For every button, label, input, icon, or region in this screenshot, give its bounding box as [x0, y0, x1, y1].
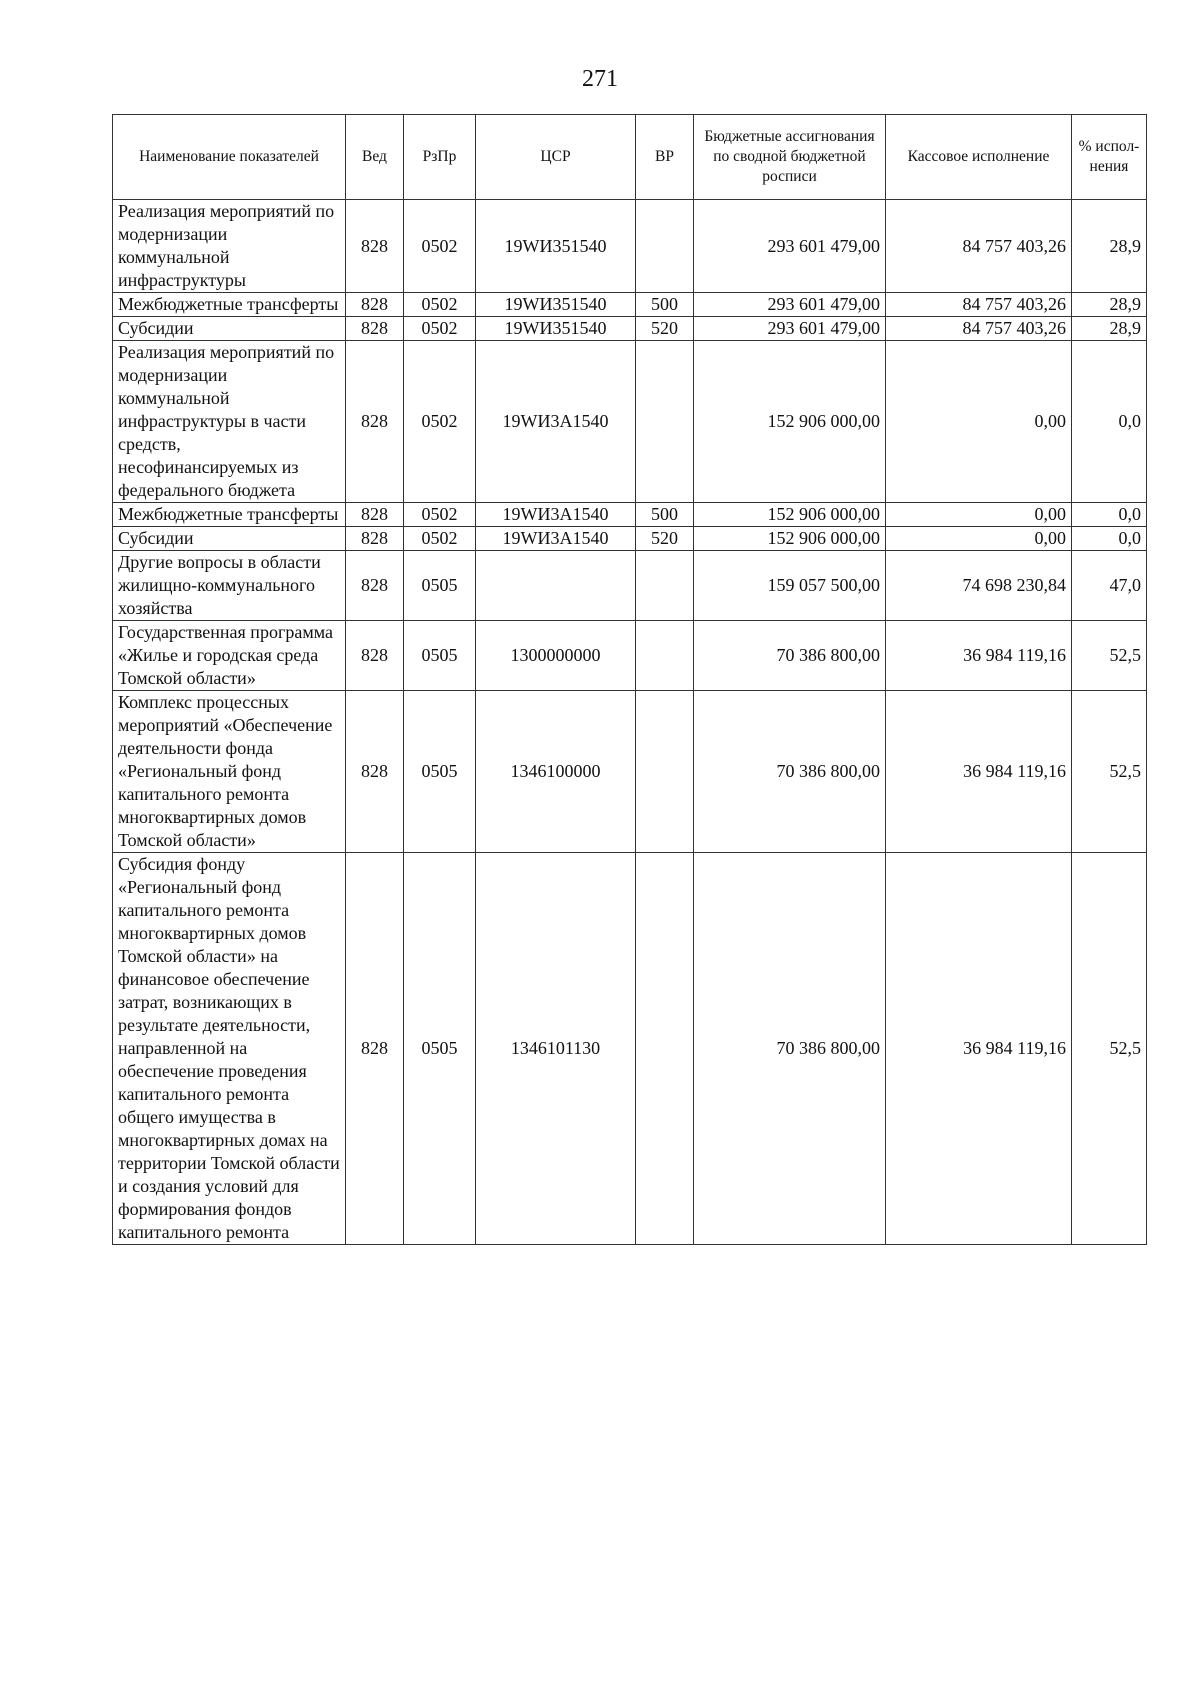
header-budget: Бюджетные ассигнования по сводной бюджетной росписи: [694, 115, 886, 200]
row-vr: 500: [636, 293, 694, 317]
header-ved: Вед: [346, 115, 404, 200]
row-rzpr: 0502: [404, 503, 476, 527]
row-percent: 52,5: [1072, 853, 1147, 1245]
row-budget: 70 386 800,00: [694, 691, 886, 853]
row-name: Реализация мероприятий по модернизации коммунальной инфраструктуры в части средств, несофинансируемых из федерального бюджета: [113, 341, 346, 503]
header-csr: ЦСР: [476, 115, 636, 200]
row-vr: [636, 200, 694, 293]
row-percent: 47,0: [1072, 551, 1147, 621]
row-csr: 19WИ351540: [476, 317, 636, 341]
row-rzpr: 0502: [404, 317, 476, 341]
header-percent: % испол-нения: [1072, 115, 1147, 200]
row-name: Субсидия фонду «Региональный фонд капитального ремонта многоквартирных домов Томской области» на финансовое обеспечение затрат, возникающих в результате деятельности, направленной на обеспечение проведения капитального ремонта общего имущества в многоквартирных домах на территории Томской области и создания условий для формирования фондов капитального ремонта: [113, 853, 346, 1245]
row-cash: 36 984 119,16: [886, 853, 1072, 1245]
row-cash: 74 698 230,84: [886, 551, 1072, 621]
row-ved: 828: [346, 691, 404, 853]
row-budget: 70 386 800,00: [694, 621, 886, 691]
row-vr: [636, 341, 694, 503]
row-name: Субсидии: [113, 317, 346, 341]
row-ved: 828: [346, 200, 404, 293]
row-percent: 52,5: [1072, 691, 1147, 853]
row-rzpr: 0505: [404, 551, 476, 621]
table-row: [113, 503, 1147, 527]
row-csr: 1346100000: [476, 691, 636, 853]
row-budget: 293 601 479,00: [694, 200, 886, 293]
row-percent: 28,9: [1072, 293, 1147, 317]
row-percent: 28,9: [1072, 317, 1147, 341]
row-csr: 19WИ3А1540: [476, 341, 636, 503]
row-ved: 828: [346, 293, 404, 317]
row-name: Комплекс процессных мероприятий «Обеспечение деятельности фонда «Региональный фонд капитального ремонта многоквартирных домов Томской области»: [113, 691, 346, 853]
row-rzpr: 0505: [404, 853, 476, 1245]
row-vr: 520: [636, 317, 694, 341]
row-name: Другие вопросы в области жилищно-коммунального хозяйства: [113, 551, 346, 621]
row-ved: 828: [346, 621, 404, 691]
row-rzpr: 0502: [404, 200, 476, 293]
table-row: [113, 691, 1147, 853]
table-row: [113, 621, 1147, 691]
row-budget: 293 601 479,00: [694, 293, 886, 317]
table-row: [113, 341, 1147, 503]
row-csr: 1346101130: [476, 853, 636, 1245]
row-budget: 152 906 000,00: [694, 341, 886, 503]
row-rzpr: 0502: [404, 527, 476, 551]
header-rzpr: РзПр: [404, 115, 476, 200]
row-budget: 293 601 479,00: [694, 317, 886, 341]
row-vr: [636, 551, 694, 621]
row-percent: 0,0: [1072, 341, 1147, 503]
table-row: [113, 200, 1147, 293]
budget-execution-table: [112, 114, 1147, 1245]
header-cash: Кассовое исполнение: [886, 115, 1072, 200]
row-rzpr: 0502: [404, 293, 476, 317]
row-vr: [636, 621, 694, 691]
row-csr: 19WИ351540: [476, 293, 636, 317]
row-ved: 828: [346, 551, 404, 621]
page-number: 271: [582, 66, 618, 92]
row-cash: 0,00: [886, 503, 1072, 527]
table-row: [113, 317, 1147, 341]
table-row: [113, 293, 1147, 317]
row-percent: 0,0: [1072, 503, 1147, 527]
row-ved: 828: [346, 527, 404, 551]
header-vr: ВР: [636, 115, 694, 200]
row-ved: 828: [346, 341, 404, 503]
row-ved: 828: [346, 503, 404, 527]
row-vr: [636, 691, 694, 853]
row-cash: 36 984 119,16: [886, 621, 1072, 691]
row-cash: 84 757 403,26: [886, 200, 1072, 293]
row-cash: 84 757 403,26: [886, 317, 1072, 341]
header-name: Наименование показателей: [113, 115, 346, 200]
table-header-row: [113, 115, 1147, 200]
row-ved: 828: [346, 317, 404, 341]
row-rzpr: 0502: [404, 341, 476, 503]
table-row: [113, 527, 1147, 551]
row-rzpr: 0505: [404, 691, 476, 853]
row-csr: 19WИ3А1540: [476, 527, 636, 551]
row-vr: 520: [636, 527, 694, 551]
row-csr: 19WИ351540: [476, 200, 636, 293]
row-name: Межбюджетные трансферты: [113, 503, 346, 527]
row-name: Государственная программа «Жилье и городская среда Томской области»: [113, 621, 346, 691]
row-ved: 828: [346, 853, 404, 1245]
row-cash: 36 984 119,16: [886, 691, 1072, 853]
row-budget: 152 906 000,00: [694, 503, 886, 527]
row-percent: 0,0: [1072, 527, 1147, 551]
row-cash: 0,00: [886, 527, 1072, 551]
row-budget: 159 057 500,00: [694, 551, 886, 621]
row-csr: 1300000000: [476, 621, 636, 691]
row-rzpr: 0505: [404, 621, 476, 691]
row-percent: 28,9: [1072, 200, 1147, 293]
row-cash: 0,00: [886, 341, 1072, 503]
row-cash: 84 757 403,26: [886, 293, 1072, 317]
table-row: [113, 551, 1147, 621]
row-csr: [476, 551, 636, 621]
row-budget: 152 906 000,00: [694, 527, 886, 551]
row-name: Субсидии: [113, 527, 346, 551]
row-budget: 70 386 800,00: [694, 853, 886, 1245]
row-vr: [636, 853, 694, 1245]
row-csr: 19WИ3А1540: [476, 503, 636, 527]
row-name: Реализация мероприятий по модернизации коммунальной инфраструктуры: [113, 200, 346, 293]
table-row: [113, 853, 1147, 1245]
row-name: Межбюджетные трансферты: [113, 293, 346, 317]
row-percent: 52,5: [1072, 621, 1147, 691]
row-vr: 500: [636, 503, 694, 527]
